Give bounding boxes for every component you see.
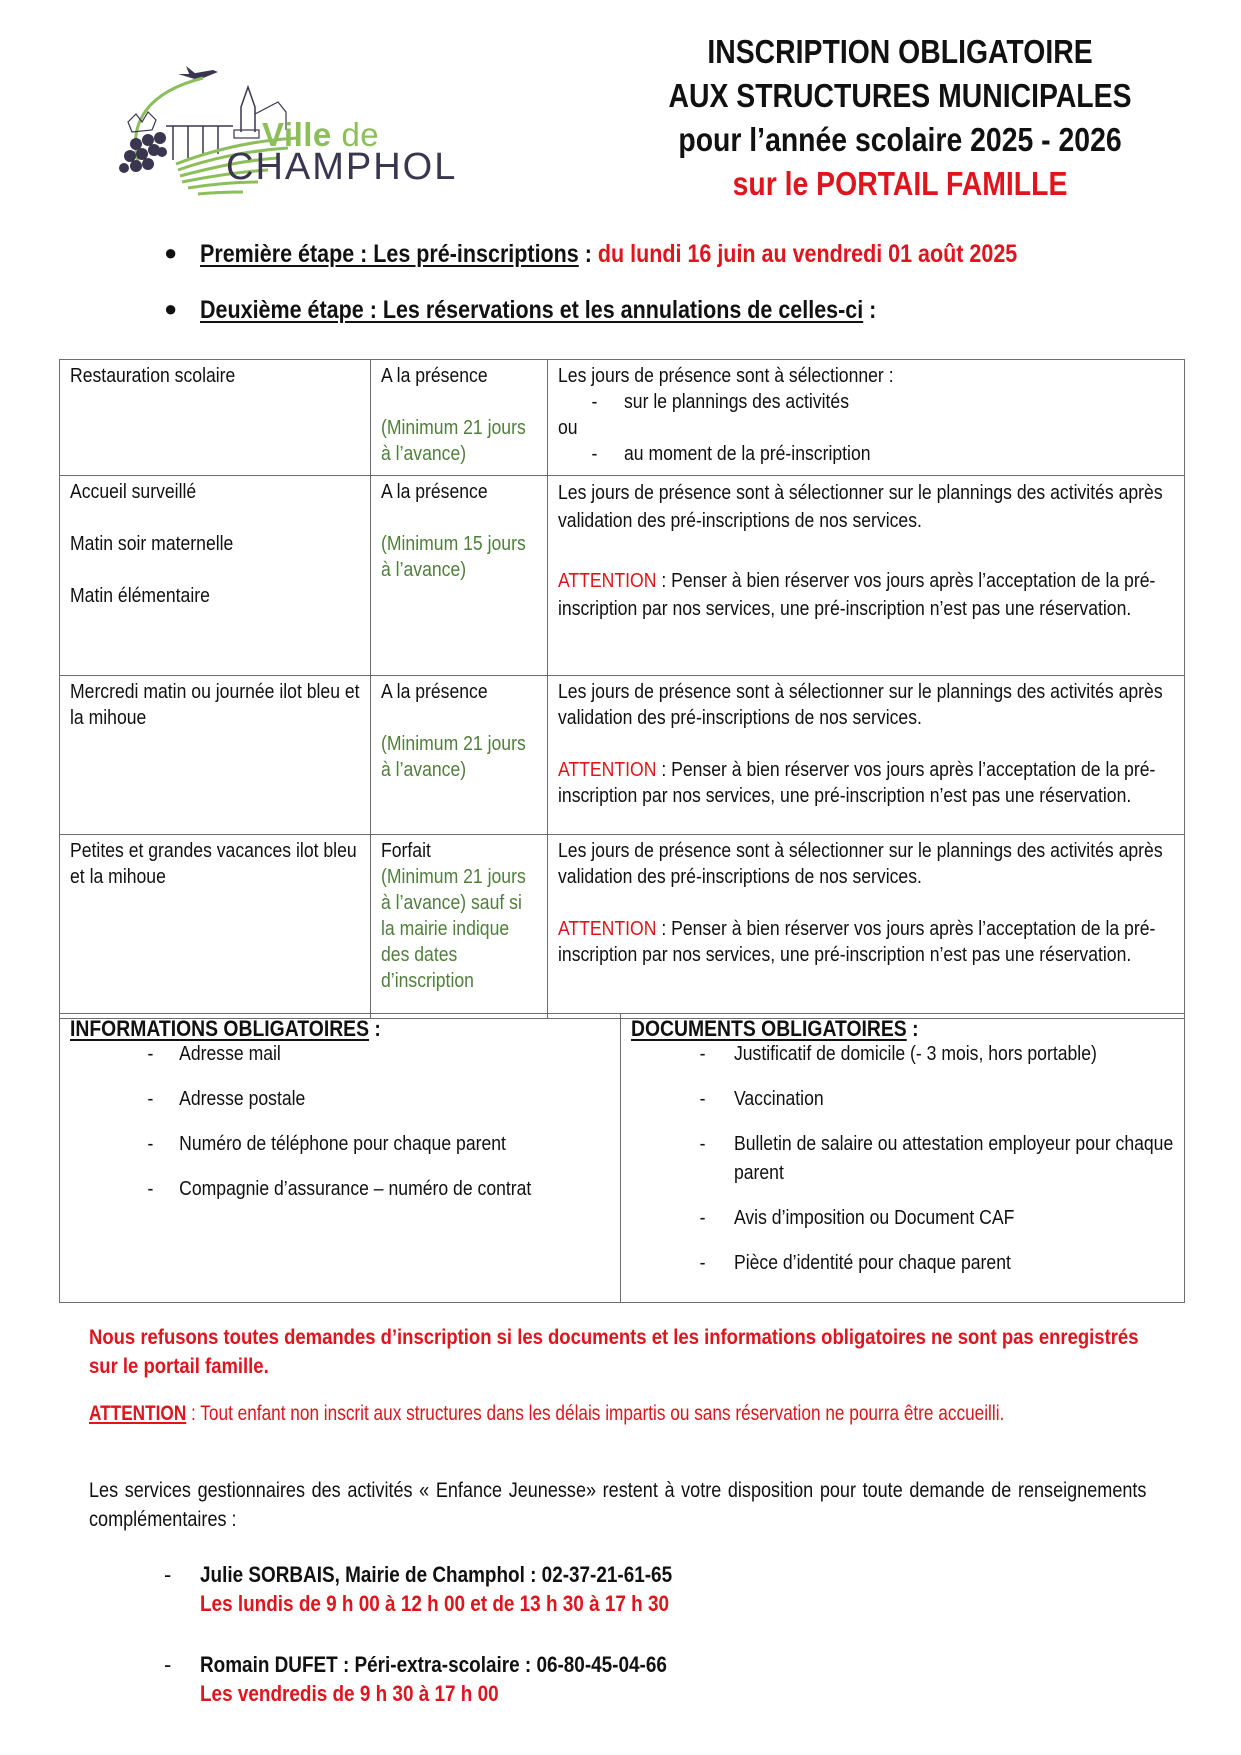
list-item: - Adresse postale — [147, 1088, 306, 1110]
activity-cell: Accueil surveillé Matin soir maternelle Matin élémentaire — [60, 476, 371, 676]
list-item: - Numéro de téléphone pour chaque parent — [147, 1133, 506, 1155]
documents-title: DOCUMENTS OBLIGATOIRES : — [631, 1016, 919, 1041]
activity-cell: Mercredi matin ou journée ilot bleu et la mihoue — [60, 676, 371, 835]
details-cell: Les jours de présence sont à sélectionner sur le plannings des activités après validation des pré-inscriptions de nos services. ATTENTION : Penser à bien réserver vos jours après l’acceptation de la pré-inscription par nos services, une pré-inscription n’est pas une réservation. — [548, 476, 1185, 676]
list-item: - Bulletin de salaire ou attestation employeur pour chaque parent — [699, 1133, 1174, 1184]
mode-cell: A la présence (Minimum 21 jours à l’avance) — [371, 360, 548, 476]
attention-label: ATTENTION — [558, 759, 657, 781]
list-item: - Compagnie d’assurance – numéro de contrat — [147, 1178, 532, 1200]
attention-label: ATTENTION — [558, 570, 657, 592]
contact-line: Romain DUFET : Péri-extra-scolaire : 06-80-45-04-66 — [200, 1652, 667, 1677]
documents-box — [621, 1014, 1185, 1303]
table-row — [60, 676, 1185, 835]
table-row — [60, 360, 1185, 476]
mode-cell: A la présence (Minimum 21 jours à l’avance) — [371, 676, 548, 835]
contact-hours: Les vendredis de 9 h 30 à 17 h 00 — [200, 1681, 499, 1706]
step-label: Première étape : Les pré-inscriptions — [200, 240, 579, 268]
requirements-table — [59, 1013, 1185, 1303]
table-row — [60, 835, 1185, 1019]
table-row — [60, 476, 1185, 676]
attention-label: ATTENTION — [89, 1402, 187, 1425]
bullet-icon: ● — [164, 240, 178, 265]
logo-text-ville-de: Ville de — [262, 116, 380, 153]
refusal-notice: Nous refusons toutes demandes d’inscription si les documents et les informations obligatoires ne sont pas enregistrés sur le portail famille. — [89, 1326, 1139, 1378]
title-line-4: sur le PORTAIL FAMILLE — [732, 165, 1068, 202]
informations-title: INFORMATIONS OBLIGATOIRES : — [70, 1016, 381, 1041]
title-line-2: AUX STRUCTURES MUNICIPALES — [668, 77, 1132, 114]
title-line-1: INSCRIPTION OBLIGATOIRE — [707, 33, 1093, 70]
document-title — [600, 30, 1200, 206]
activities-table — [59, 359, 1185, 1019]
activity-cell: Petites et grandes vacances ilot bleu et la mihoue — [60, 835, 371, 1019]
details-cell: Les jours de présence sont à sélectionner : - sur le plannings des activités ou - au moment de la pré-inscription — [548, 360, 1185, 476]
contact-line: Julie SORBAIS, Mairie de Champhol : 02-37-21-61-65 — [200, 1562, 673, 1587]
mode-cell: A la présence (Minimum 15 jours à l’avance) — [371, 476, 548, 676]
list-item: - Pièce d’identité pour chaque parent — [699, 1252, 1011, 1274]
informations-box — [60, 1014, 621, 1303]
list-item: - Vaccination — [699, 1088, 824, 1110]
attention-label: ATTENTION — [558, 918, 657, 940]
list-item: - Justificatif de domicile (- 3 mois, hors portable) — [699, 1043, 1097, 1065]
title-line-3: pour l’année scolaire 2025 - 2026 — [678, 121, 1122, 158]
mode-cell: Forfait (Minimum 21 jours à l’avance) sauf si la mairie indique des dates d’inscription — [371, 835, 548, 1019]
details-cell: Les jours de présence sont à sélectionner sur le plannings des activités après validation des pré-inscriptions de nos services. ATTENTION : Penser à bien réserver vos jours après l’acceptation de la pré-inscription par nos services, une pré-inscription n’est pas une réservation. — [548, 676, 1185, 835]
contact-hours: Les lundis de 9 h 00 à 12 h 00 et de 13 h 30 à 17 h 30 — [200, 1591, 670, 1616]
services-paragraph: Les services gestionnaires des activités « Enfance Jeunesse» restent à votre disposition pour toute demande de renseignements complémentaires : — [89, 1479, 1147, 1531]
list-item: - Adresse mail — [147, 1043, 281, 1065]
details-cell: Les jours de présence sont à sélectionner sur le plannings des activités après validation des pré-inscriptions de nos services. ATTENTION : Penser à bien réserver vos jours après l’acceptation de la pré-inscription par nos services, une pré-inscription n’est pas une réservation. — [548, 835, 1185, 1019]
logo-text-champhol: CHAMPHOL — [226, 146, 458, 188]
step-dates: du lundi 16 juin au vendredi 01 août 2025 — [597, 240, 1018, 268]
activity-cell: Restauration scolaire — [60, 360, 371, 476]
attention-notice: ATTENTION : Tout enfant non inscrit aux structures dans les délais impartis ou sans réservation ne pourra être accueilli. — [89, 1402, 1005, 1425]
step-label: Deuxième étape : Les réservations et les annulations de celles-ci — [200, 296, 864, 324]
bullet-icon: ● — [164, 296, 178, 321]
list-item: - Avis d’imposition ou Document CAF — [699, 1207, 1015, 1229]
